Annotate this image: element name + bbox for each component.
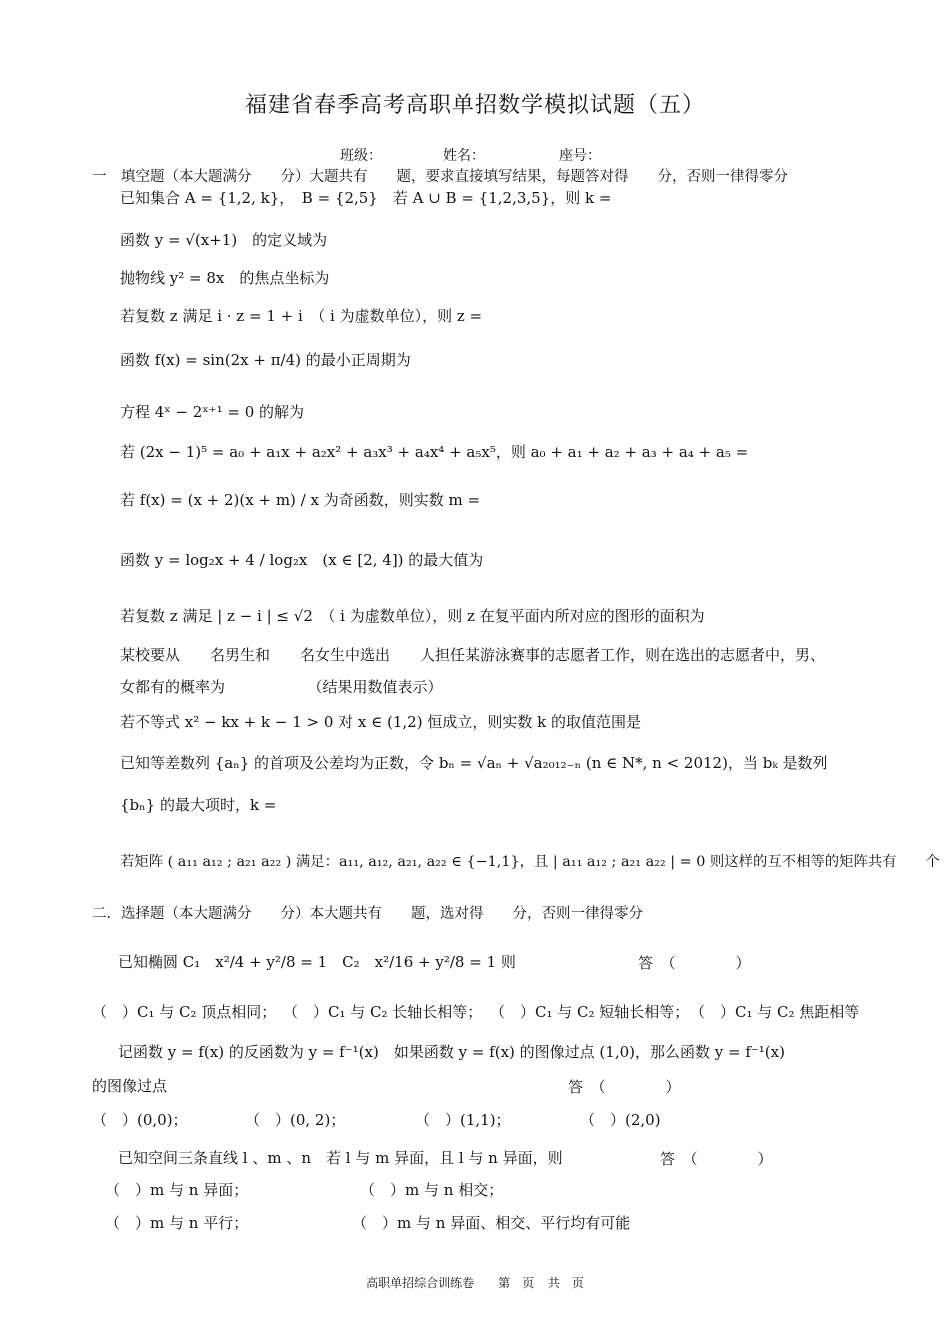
page-footer: 高职单招综合训练卷 第 页 共 页 [366, 1276, 584, 1290]
question-12: 若不等式 x² − kx + k − 1 > 0 对 x ∈ (1,2) 恒成立，则实数 k 的取值范围是 [120, 713, 641, 731]
section1-header: 一 填空题（本大题满分 分）大题共有 题，要求直接填写结果，每题答对得 分，否则一律得零分 [92, 169, 788, 185]
seat-label: 座号： [559, 148, 601, 164]
page-title: 福建省春季高考高职单招数学模拟试题（五） [244, 93, 705, 118]
question-13-cont: {bₙ} 的最大项时，k = [120, 796, 277, 814]
choice-1-option-d: （ ）C₁ 与 C₂ 焦距相等 [690, 1003, 860, 1021]
question-11: 某校要从 名男生和 名女生中选出 人担任某游泳赛事的志愿者工作，则在选出的志愿者中，男、 [120, 646, 826, 664]
question-1: 已知集合 A = {1,2, k}， B = {2,5} 若 A ∪ B = {1,2,3,5}，则 k = [120, 189, 612, 207]
question-10: 若复数 z 满足 | z − i | ≤ √2 （ i 为虚数单位），则 z 在复平面内所对应的图形的面积为 [120, 607, 705, 625]
question-7: 若 (2x − 1)⁵ = a₀ + a₁x + a₂x² + a₃x³ + a₄x⁴ + a₅x⁵，则 a₀ + a₁ + a₂ + a₃ + a₄ + a₅ = [120, 443, 749, 461]
choice-3-answer: 答 （ ） [660, 1150, 773, 1168]
question-8: 若 f(x) = (x + 2)(x + m) / x 为奇函数，则实数 m = [120, 491, 481, 509]
choice-3-option-b: （ ）m 与 n 相交； [360, 1181, 504, 1199]
choice-2-stem-cont: 的图像过点 [92, 1077, 168, 1095]
choice-3-option-d: （ ）m 与 n 异面、相交、平行均有可能 [352, 1214, 631, 1232]
name-label: 姓名： [443, 148, 485, 164]
question-14: 若矩阵 ( a₁₁ a₁₂ ; a₂₁ a₂₂ ) 满足：a₁₁, a₁₂, a₂₁, a₂₂ ∈ {−1,1}，且 | a₁₁ a₁₂ ; a₂₁ a₂₂ | = 0 则这样的互不相等的矩阵共有 个 [120, 854, 940, 870]
question-13: 已知等差数列 {aₙ} 的首项及公差均为正数，令 bₙ = √aₙ + √a₂₀₁₂₋ₙ (n ∈ N*, n < 2012)，当 bₖ 是数列 [120, 754, 828, 772]
choice-1-option-c: （ ）C₁ 与 C₂ 短轴长相等； [490, 1003, 690, 1021]
choice-3-option-c: （ ）m 与 n 平行； [105, 1214, 249, 1232]
choice-1-answer: 答 （ ） [638, 954, 751, 972]
choice-3-option-a: （ ）m 与 n 异面； [105, 1181, 249, 1199]
choice-3-stem: 已知空间三条直线 l 、m 、n 若 l 与 m 异面，且 l 与 n 异面，则 [118, 1149, 563, 1167]
question-6: 方程 4ˣ − 2ˣ⁺¹ = 0 的解为 [120, 403, 305, 421]
question-3: 抛物线 y² = 8x 的焦点坐标为 [120, 269, 330, 287]
section2-header: 二．选择题（本大题满分 分）本大题共有 题，选对得 分，否则一律得零分 [92, 906, 643, 922]
question-2: 函数 y = √(x+1) 的定义域为 [120, 231, 328, 249]
choice-1-option-a: （ ）C₁ 与 C₂ 顶点相同； [92, 1003, 277, 1021]
question-9: 函数 y = log₂x + 4 / log₂x (x ∈ [2, 4]) 的最大值为 [120, 551, 484, 569]
choice-2-answer: 答 （ ） [568, 1078, 681, 1096]
choice-2-option-c: （ ）(1,1)； [415, 1111, 511, 1129]
question-4: 若复数 z 满足 i · z = 1 + i （ i 为虚数单位），则 z = [120, 307, 483, 325]
choice-2-option-b: （ ）(0, 2)； [245, 1111, 346, 1129]
choice-1-stem: 已知椭圆 C₁ x²/4 + y²/8 = 1 C₂ x²/16 + y²/8 = 1 则 [118, 953, 516, 971]
choice-1-option-b: （ ）C₁ 与 C₂ 长轴长相等； [283, 1003, 483, 1021]
class-label: 班级： [340, 148, 382, 164]
choice-2-option-a: （ ）(0,0)； [92, 1111, 188, 1129]
choice-2-option-d: （ ）(2,0) [580, 1111, 661, 1129]
question-11-cont: 女都有的概率为 （结果用数值表示） [120, 678, 443, 696]
choice-2-stem: 记函数 y = f(x) 的反函数为 y = f⁻¹(x) 如果函数 y = f(x) 的图像过点 (1,0)，那么函数 y = f⁻¹(x) [118, 1043, 785, 1061]
question-5: 函数 f(x) = sin(2x + π/4) 的最小正周期为 [120, 351, 411, 369]
